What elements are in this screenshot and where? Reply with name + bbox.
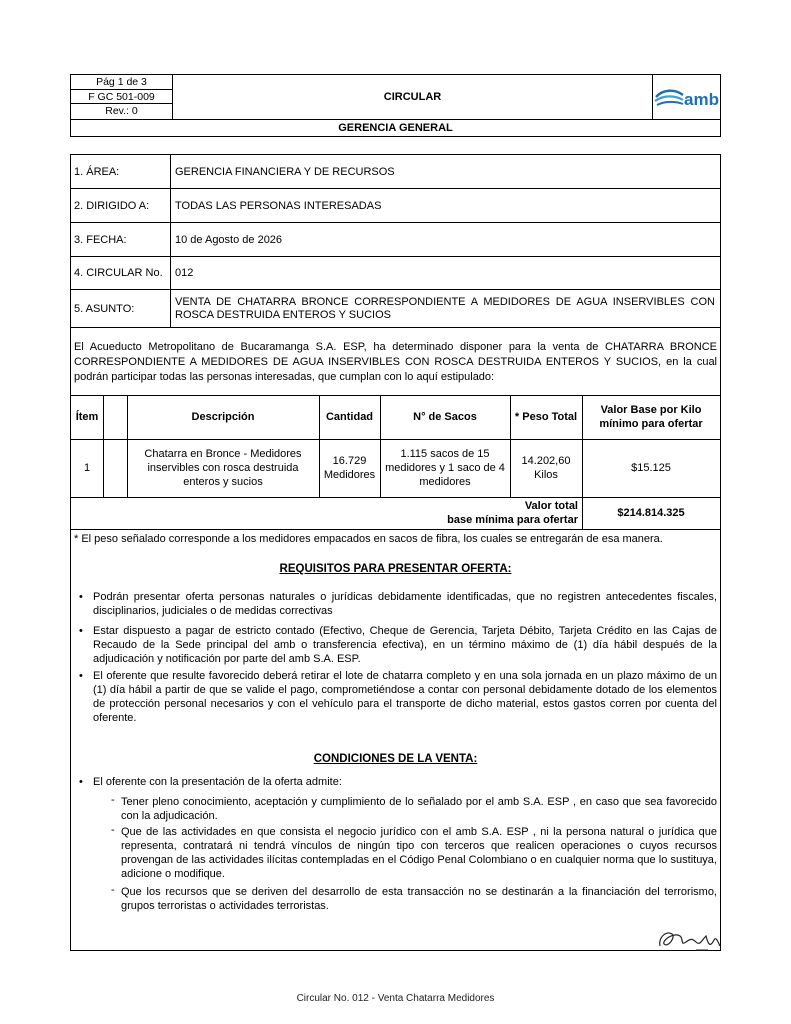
total-label	[371, 497, 578, 529]
field-label: 5. ASUNTO:	[71, 290, 171, 327]
table-cell-item: 1	[83, 462, 91, 474]
field-row-asunto	[71, 290, 720, 328]
field-value: 012	[175, 267, 194, 279]
page-number: Pág 1 de 3	[71, 75, 172, 90]
weight-note: * El peso señalado corresponde a los medidores empacados en sacos de fibra, los cuales se entregarán de esa manera.	[74, 533, 663, 545]
bullet-icon: •	[79, 776, 83, 788]
requisito-item: • El oferente que resulte favorecido deberá retirar el lote de chatarra completo y en una sola jornada en un plazo máximo de un (1) día hábil a partir de que se valide el pago, comprometiéndose a contar con personal debidamente dotado de los elementos de protección personal necesarios y con el vehículo para el transporte de dicho material, estos gastos corren por cuenta del oferente.	[79, 670, 717, 724]
document-header	[70, 74, 721, 137]
field-value: TODAS LAS PERSONAS INTERESADAS	[175, 199, 382, 212]
table-cell-peso: 14.202,60 Kilos	[521, 455, 571, 481]
requisito-item: • Podrán presentar oferta personas naturales o jurídicas debidamente identificadas, que no registren antecedentes fiscales, disciplinarios, judiciales o de medidas correctivas	[79, 591, 717, 617]
condiciones-lead: • El oferente con la presentación de la oferta admite:	[79, 776, 342, 788]
col-header-cantidad: Cantidad	[325, 411, 374, 423]
col-header-descripcion: Descripción	[191, 411, 255, 423]
department-title: GERENCIA GENERAL	[71, 119, 720, 137]
field-label: 1. ÁREA:	[71, 155, 171, 188]
field-value: VENTA DE CHATARRA BRONCE CORRESPONDIENTE A MEDIDORES DE AGUA INSERVIBLES CON ROSCA DESTRUIDA ENTEROS Y SUCIOS	[175, 295, 715, 321]
field-row-circular-no	[71, 257, 720, 290]
total-label-line2: base mínima para ofertar	[447, 514, 578, 526]
dash-icon: -	[111, 794, 115, 806]
col-header-item: Ítem	[75, 411, 99, 423]
col-header-valor: Valor Base por Kilo mínimo para ofertar	[599, 404, 703, 430]
total-label-line1: Valor total	[524, 500, 578, 512]
total-value: $214.814.325	[617, 507, 685, 519]
condicion-item: - Que de las actividades en que consista el negocio jurídico con el amb S.A. ESP , ni la persona natural o jurídica que representa, contratará ni tendrá vínculos de ningún tipo con terceros que realicen operaciones o cuyos recursos provengan de las actividades ilícitas contempladas en el Código Penal Colombiano o en cualquier norma que lo sustituya, adicione o modifique.	[111, 824, 717, 880]
condiciones-title: CONDICIONES DE LA VENTA:	[313, 753, 478, 765]
revision: Rev.: 0	[105, 105, 138, 118]
amb-logo-text: amb	[684, 90, 719, 109]
field-label: 4. CIRCULAR No.	[71, 257, 171, 289]
col-header-sacos: N° de Sacos	[413, 411, 477, 423]
document-title: CIRCULAR	[173, 75, 653, 119]
bullet-icon: •	[79, 591, 83, 603]
page-footer: Circular No. 012 - Venta Chatarra Medidores	[296, 993, 495, 1004]
bullet-icon: •	[79, 625, 83, 637]
field-label: 2. DIRIGIDO A:	[71, 189, 171, 222]
field-row-dirigido	[71, 189, 720, 223]
circular-body	[70, 154, 721, 951]
document-meta	[71, 75, 173, 119]
intro-paragraph: El Acueducto Metropolitano de Bucaramanga S.A. ESP, ha determinado disponer para la venta de CHATARRA BRONCE CORRESPONDIENTE A MEDIDORES DE AGUA INSERVIBLES CON ROSCA DESTRUIDA ENTEROS Y SUCIOS, en la cual podrán participar todas las personas interesadas, que cumplan con lo aquí estipulado:	[74, 341, 717, 383]
table-cell-descripcion: Chatarra en Bronce - Medidores inservibles con rosca destruida enteros y sucios	[144, 448, 302, 488]
bullet-icon: •	[79, 670, 83, 682]
dash-icon: -	[111, 824, 115, 836]
field-row-area	[71, 155, 720, 189]
field-label: 3. FECHA:	[71, 223, 171, 256]
document-code: F GC 501-009	[71, 90, 172, 105]
amb-logo-wave-icon	[655, 91, 683, 105]
table-cell-cantidad: 16.729 Medidores	[323, 455, 376, 481]
field-value: 10 de Agosto de 2026	[175, 233, 283, 246]
field-value: GERENCIA FINANCIERA Y DE RECURSOS	[175, 165, 395, 178]
col-header-peso: * Peso Total	[514, 411, 578, 423]
condicion-item: - Que los recursos que se deriven del desarrollo de esta transacción no se destinarán a la financiación del terrorismo, grupos terroristas o actividades terroristas.	[111, 884, 717, 912]
signature-image	[656, 924, 724, 954]
dash-icon: -	[111, 884, 115, 896]
table-cell-valor: $15.125	[631, 462, 671, 474]
condicion-item: - Tener pleno conocimiento, aceptación y cumplimiento de lo señalado por el amb S.A. ESP , en caso que sea favorecido con la adjudicación.	[111, 794, 717, 822]
table-cell-sacos: 1.115 sacos de 15 medidores y 1 saco de 4 medidores	[385, 448, 505, 488]
amb-logo	[653, 75, 721, 119]
requisitos-title: REQUISITOS PARA PRESENTAR OFERTA:	[279, 563, 512, 575]
field-row-fecha	[71, 223, 720, 257]
requisito-item: • Estar dispuesto a pagar de estricto contado (Efectivo, Cheque de Gerencia, Tarjeta Débito, Tarjeta Crédito en las Cajas de Recaudo de la Sede principal del amb o transferencia efectiva), en un término máximo de (1) día hábil después de la adjudicación y notificación por parte del amb S.A. ESP.	[79, 625, 717, 665]
